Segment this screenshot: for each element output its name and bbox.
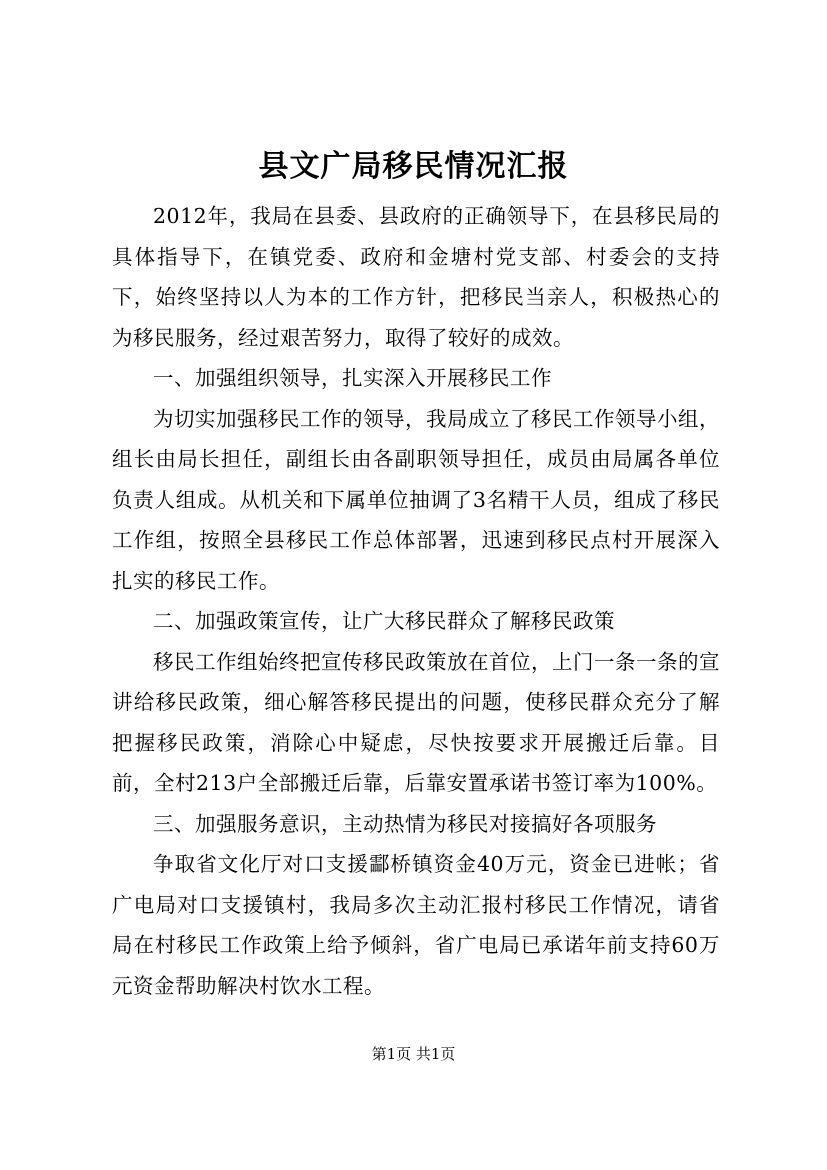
section-heading-3: 三、加强服务意识，主动热情为移民对接搞好各项服务 bbox=[153, 811, 657, 836]
paragraph-section-3: 争取省文化厅对口支援酃桥镇资金40万元，资金已进帐；省广电局对口支援镇村，我局多次主动汇报村移民工作情况，请省局在村移民工作政策上给予倾斜，省广电局已承诺年前支持60万元资金帮助解决村饮水工程。 bbox=[112, 852, 720, 998]
paragraph-section-1: 为切实加强移民工作的领导，我局成立了移民工作领导小组，组长由局长担任，副组长由各副职领导担任，成员由局属各单位负责人组成。从机关和下属单位抽调了3名精干人员，组成了移民工作组，按照全县移民工作总体部署，迅速到移民点村开展深入扎实的移民工作。 bbox=[112, 406, 720, 593]
section-heading-2: 二、加强政策宣传，让广大移民群众了解移民政策 bbox=[153, 609, 615, 633]
section-heading-1: 一、加强组织领导，扎实深入开展移民工作 bbox=[153, 366, 552, 390]
paragraph-section-2: 移民工作组始终把宣传移民政策放在首位，上门一条一条的宣讲给移民政策，细心解答移民提出的问题，使移民群众充分了解把握移民政策，消除心中疑虑，尽快按要求开展搬迁后靠。目前，全村213户全部搬迁后靠，后靠安置承诺书签订率为100%。 bbox=[112, 649, 720, 795]
document-title: 县文广局移民情况汇报 bbox=[258, 149, 569, 184]
paragraph-intro: 2012年，我局在县委、县政府的正确领导下，在县移民局的具体指导下，在镇党委、政府和金塘村党支部、村委会的支持下，始终坚持以人为本的工作方针，把移民当亲人，积极热心的为移民服务，经过艰苦努力，取得了较好的成效。 bbox=[112, 204, 720, 350]
page-number-footer: 第1页 共1页 bbox=[371, 1045, 456, 1063]
document-body bbox=[112, 196, 720, 1006]
